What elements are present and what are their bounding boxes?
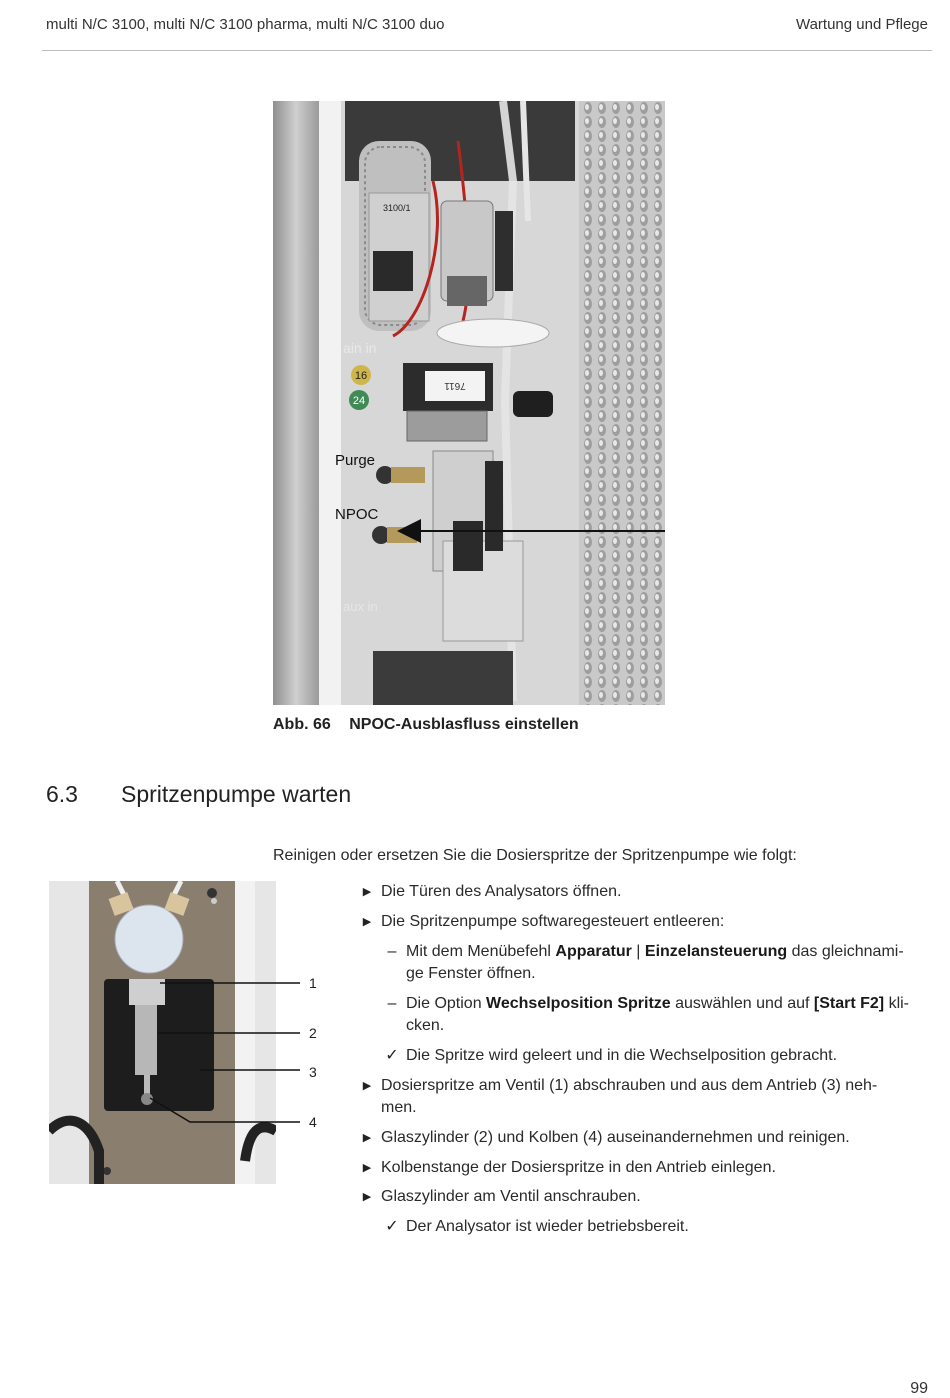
step-bullet-icon: ▶ bbox=[362, 1162, 372, 1174]
section-title: Spritzenpumpe warten bbox=[121, 781, 352, 807]
checkmark-icon: ✓ bbox=[385, 1218, 399, 1235]
running-header-title: multi N/C 3100, multi N/C 3100 pharma, multi N/C 3100 duo bbox=[46, 16, 445, 33]
running-header-chapter: Wartung und Pflege bbox=[795, 16, 928, 33]
callout-3: 3 bbox=[309, 1064, 317, 1080]
dash-icon: – bbox=[387, 995, 397, 1012]
syringe-pump-drawing bbox=[49, 881, 276, 1184]
step-bullet-icon: ▶ bbox=[362, 1132, 372, 1144]
menu-einzelansteuerung: Einzelansteuerung bbox=[644, 943, 788, 960]
svg-text:aux in: aux in bbox=[343, 599, 378, 614]
figure-caption bbox=[273, 716, 579, 734]
syringe-pump-photo bbox=[49, 881, 276, 1184]
purge-label: Purge bbox=[335, 452, 376, 469]
intro-paragraph: Reinigen oder ersetzen Sie die Dosierspritze der Spritzenpumpe wie folgt: bbox=[273, 847, 797, 864]
checkmark-icon: ✓ bbox=[385, 1047, 399, 1064]
figure-caption-text: NPOC-Ausblasfluss einstellen bbox=[349, 716, 579, 733]
step-bullet-icon: ▶ bbox=[362, 1191, 372, 1203]
header-divider bbox=[42, 50, 932, 51]
badge-16: 16 bbox=[354, 370, 368, 382]
badge-24: 24 bbox=[352, 395, 366, 407]
figure-caption-number: Abb. 66 bbox=[273, 716, 331, 733]
npoc-photo bbox=[273, 101, 665, 705]
board-label: 3100/1 bbox=[383, 203, 411, 213]
section-number: 6.3 bbox=[46, 781, 78, 807]
npoc-label: NPOC bbox=[335, 506, 379, 523]
step-bullet-icon: ▶ bbox=[362, 1080, 372, 1092]
npoc-photo-drawing bbox=[273, 101, 665, 705]
dash-icon: – bbox=[387, 943, 397, 960]
option-wechselposition: Wechselposition Spritze bbox=[486, 995, 671, 1012]
step-bullet-icon: ▶ bbox=[362, 916, 372, 928]
callout-4: 4 bbox=[309, 1114, 317, 1130]
callout-2: 2 bbox=[309, 1025, 317, 1041]
button-start-f2: [Start F2] bbox=[813, 995, 885, 1012]
callout-1: 1 bbox=[309, 975, 317, 991]
valve-label: 7611 bbox=[444, 380, 466, 391]
menu-apparatur: Apparatur bbox=[555, 943, 632, 960]
page-number: 99 bbox=[910, 1380, 928, 1397]
svg-text:ain in: ain in bbox=[343, 340, 377, 356]
step-bullet-icon: ▶ bbox=[362, 886, 372, 898]
